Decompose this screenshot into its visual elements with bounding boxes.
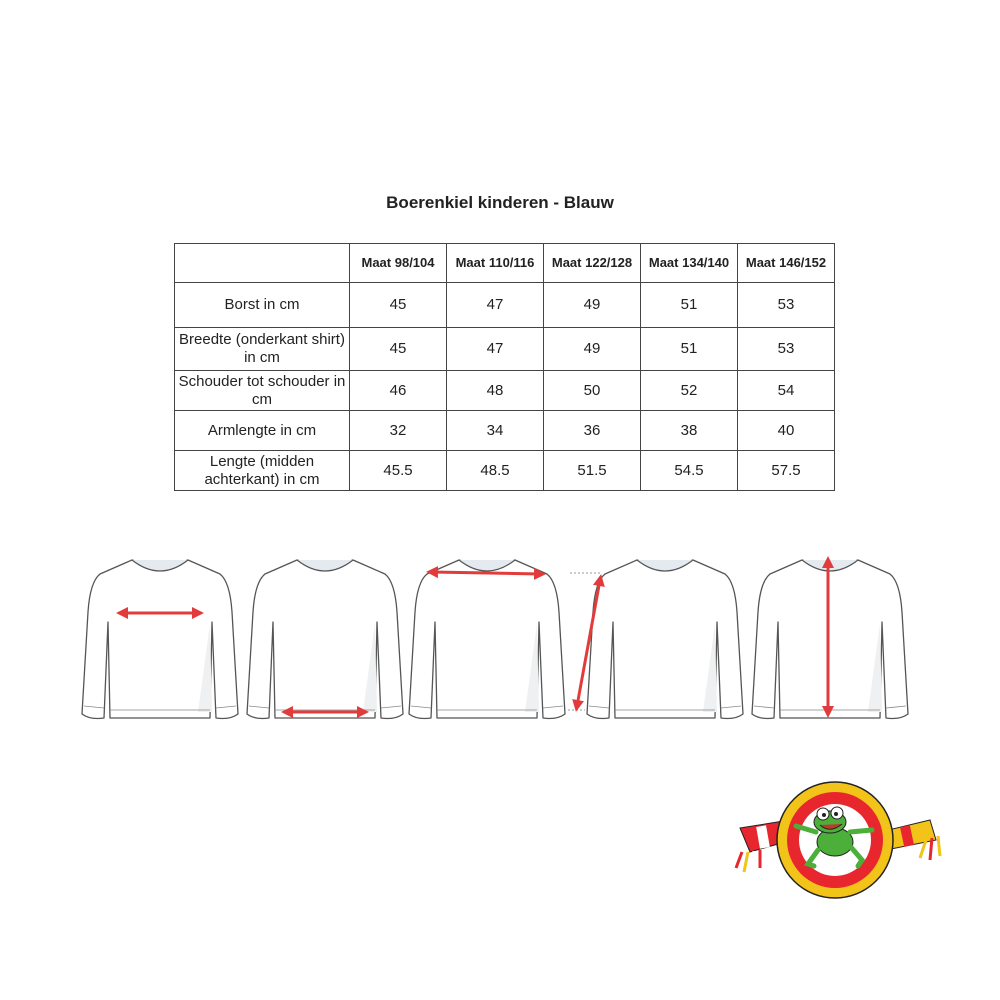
shirt-schouder (409, 560, 565, 719)
oeteldonksjaal-logo (730, 780, 950, 930)
table-cell: 40 (738, 411, 835, 451)
header-cell: Maat 134/140 (641, 244, 738, 283)
table-cell: 54 (738, 371, 835, 411)
row-label: Schouder tot schouder in cm (175, 371, 350, 411)
page-title: Boerenkiel kinderen - Blauw (386, 193, 614, 212)
table-cell: 53 (738, 328, 835, 371)
table-cell: 52 (641, 371, 738, 411)
table-cell: 49 (544, 283, 641, 328)
table-cell: 54.5 (641, 451, 738, 491)
logo-text: OETELDONKSJAAL.NL (776, 876, 894, 922)
size-table (174, 243, 835, 491)
table-cell: 50 (544, 371, 641, 411)
header-cell: Maat 98/104 (350, 244, 447, 283)
table-cell: 48 (447, 371, 544, 411)
table-cell: 51.5 (544, 451, 641, 491)
shoulder-arrow (432, 572, 540, 574)
row-label: Breedte (onderkant shirt) in cm (175, 328, 350, 371)
table-cell: 53 (738, 283, 835, 328)
table-row (175, 371, 835, 411)
table-cell: 57.5 (738, 451, 835, 491)
table-cell: 45.5 (350, 451, 447, 491)
row-label: Lengte (midden achterkant) in cm (175, 451, 350, 491)
shirt-armlengte (568, 560, 743, 719)
header-cell: Maat 110/116 (447, 244, 544, 283)
table-header-row (175, 244, 835, 283)
header-cell: Maat 122/128 (544, 244, 641, 283)
table-cell: 38 (641, 411, 738, 451)
table-cell: 45 (350, 328, 447, 371)
table-row (175, 411, 835, 451)
row-label: Borst in cm (175, 283, 350, 328)
table-cell: 47 (447, 328, 544, 371)
shirt-lengte (752, 560, 908, 719)
table-row (175, 283, 835, 328)
table-cell: 48.5 (447, 451, 544, 491)
table-row (175, 451, 835, 491)
table-cell: 51 (641, 328, 738, 371)
header-cell (175, 244, 350, 283)
table-cell: 51 (641, 283, 738, 328)
table-cell: 49 (544, 328, 641, 371)
table-row (175, 328, 835, 371)
measurement-diagrams (0, 540, 1000, 740)
header-cell: Maat 146/152 (738, 244, 835, 283)
table-cell: 34 (447, 411, 544, 451)
table-cell: 45 (350, 283, 447, 328)
shirt-breedte (247, 560, 403, 719)
table-cell: 32 (350, 411, 447, 451)
table-cell: 47 (447, 283, 544, 328)
row-label: Armlengte in cm (175, 411, 350, 451)
table-cell: 46 (350, 371, 447, 411)
shirt-borst (82, 560, 238, 719)
table-cell: 36 (544, 411, 641, 451)
